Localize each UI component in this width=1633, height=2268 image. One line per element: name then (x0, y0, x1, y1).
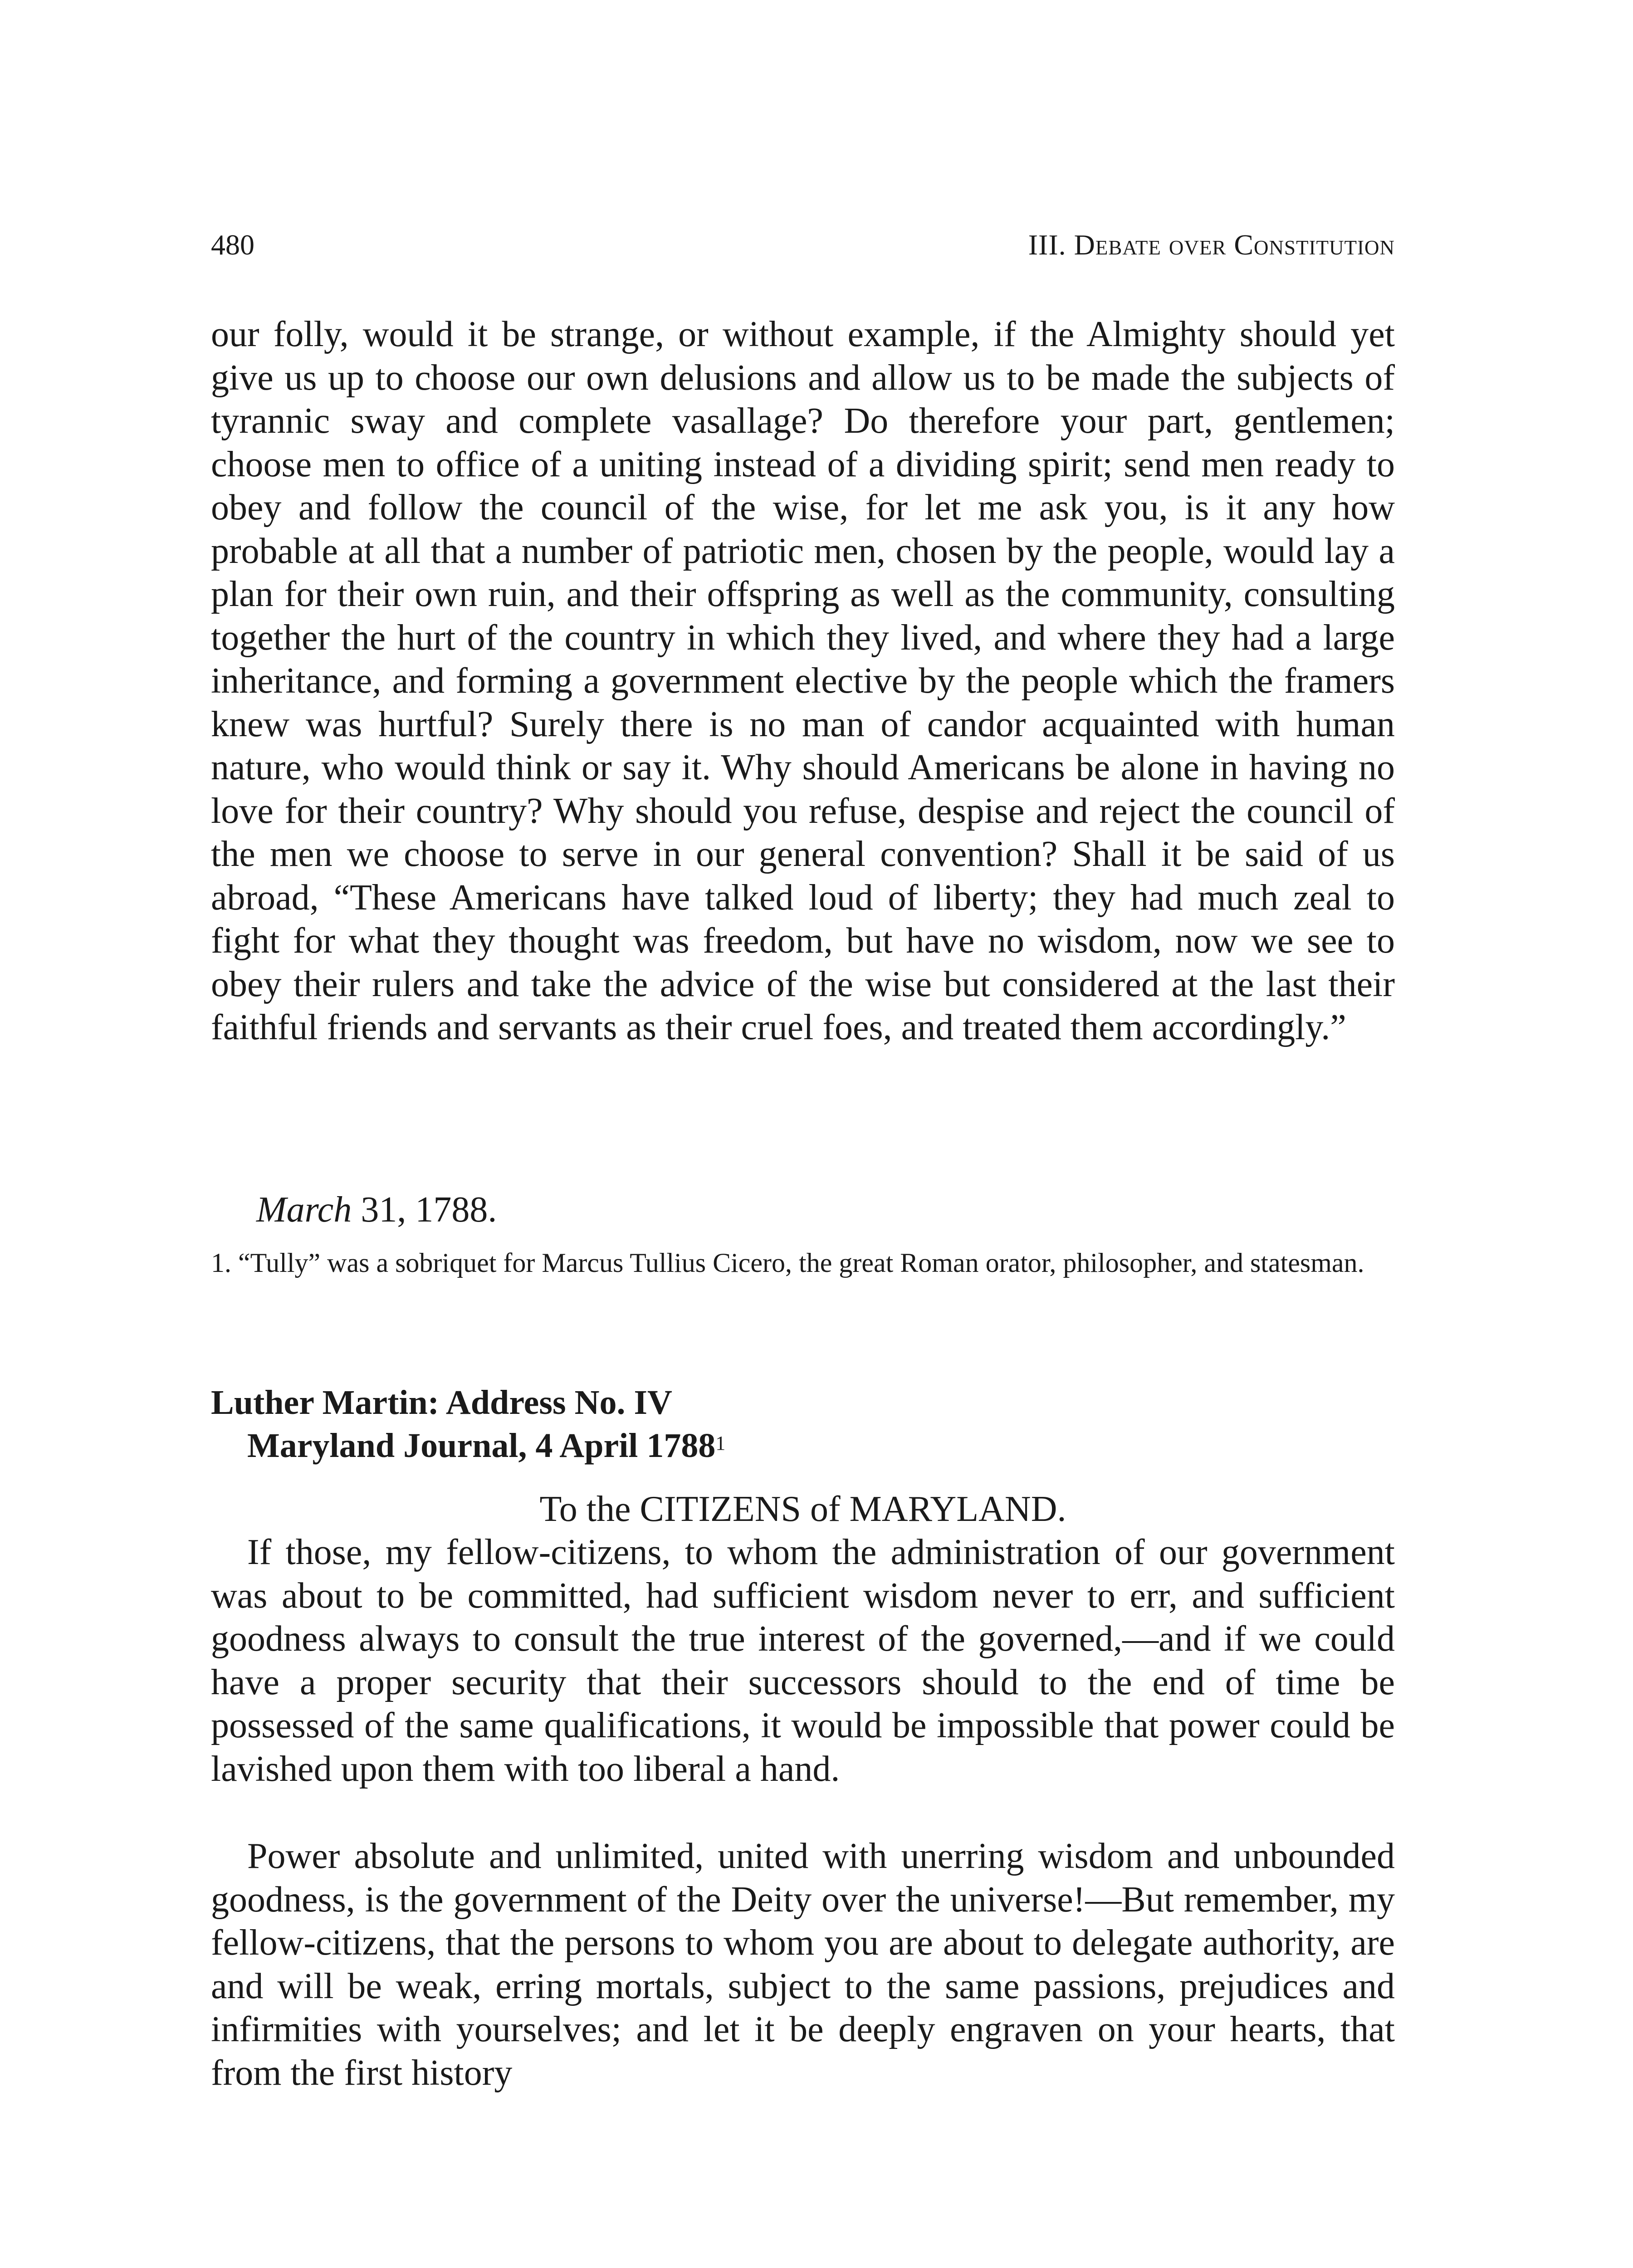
continuation-paragraph: our folly, would it be strange, or without example, if the Almighty should yet give us up to choose our own delusions and allow us to be made the subjects of tyrannic sway and complete vasallage? Do therefore your part, gentlemen; choose men to office of a uniting instead of a dividing spirit; send men ready to obey and follow the council of the wise, for let me ask you, is it any how probable at all that a number of patriotic men, chosen by the people, would lay a plan for their own ruin, and their offspring as well as the community, consulting together the hurt of the country in which they lived, and where they had a large inheritance, and forming a government elective by the people which the framers knew was hurtful? Surely there is no man of candor acquainted with human nature, who would think or say it. Why should Americans be alone in having no love for their country? Why should you refuse, despise and reject the council of the men we choose to serve in our general convention? Shall it be said of us abroad, “These Americans have talked loud of liberty; they had much zeal to fight for what they thought was freedom, but have no wisdom, now we see to obey their rulers and take the advice of the wise but considered at the last their faithful friends and servants as their cruel foes, and treated them accordingly.” (211, 314, 1395, 1047)
article-source: Maryland Journal, 4 April 1788 (247, 1427, 716, 1465)
article-title: Luther Martin: Address No. IV (211, 1383, 672, 1422)
page-number: 480 (211, 229, 254, 261)
dateline-day-year: 31, 1788. (352, 1190, 497, 1230)
article-heading (211, 1381, 725, 1467)
dateline (256, 1188, 497, 1232)
article-paragraph-1: If those, my fellow-citizens, to whom the administration of our government was about to be committed, had sufficient wisdom never to err, and sufficient goodness always to consult the true interest of the governed,—and if we could have a proper security that their successors should to the end of time be possessed of the same qualifications, it would be impossible that power could be lavished upon them with too liberal a hand. (211, 1532, 1395, 1789)
section-title: III. Debate over Constitution (1028, 229, 1395, 261)
dateline-month: March (256, 1190, 352, 1230)
salutation: To the CITIZENS of MARYLAND. (539, 1489, 1066, 1529)
article-source-line (211, 1424, 725, 1467)
article-paragraph-2: Power absolute and unlimited, united with unerring wisdom and unbounded goodness, is the government of the Deity over the universe!—But remember, my fellow-citizens, that the persons to whom you are about to delegate authority, are and will be weak, erring mortals, subject to the same passions, prejudices and infirmities with yourselves; and let it be deeply engraven on your hearts, that from the first history (211, 1836, 1395, 2093)
running-head (211, 227, 1395, 263)
footnote-reference: 1 (715, 1432, 726, 1454)
footnote: 1. “Tully” was a sobriquet for Marcus Tullius Cicero, the great Roman orator, philosopher, and statesman. (211, 1248, 1364, 1278)
